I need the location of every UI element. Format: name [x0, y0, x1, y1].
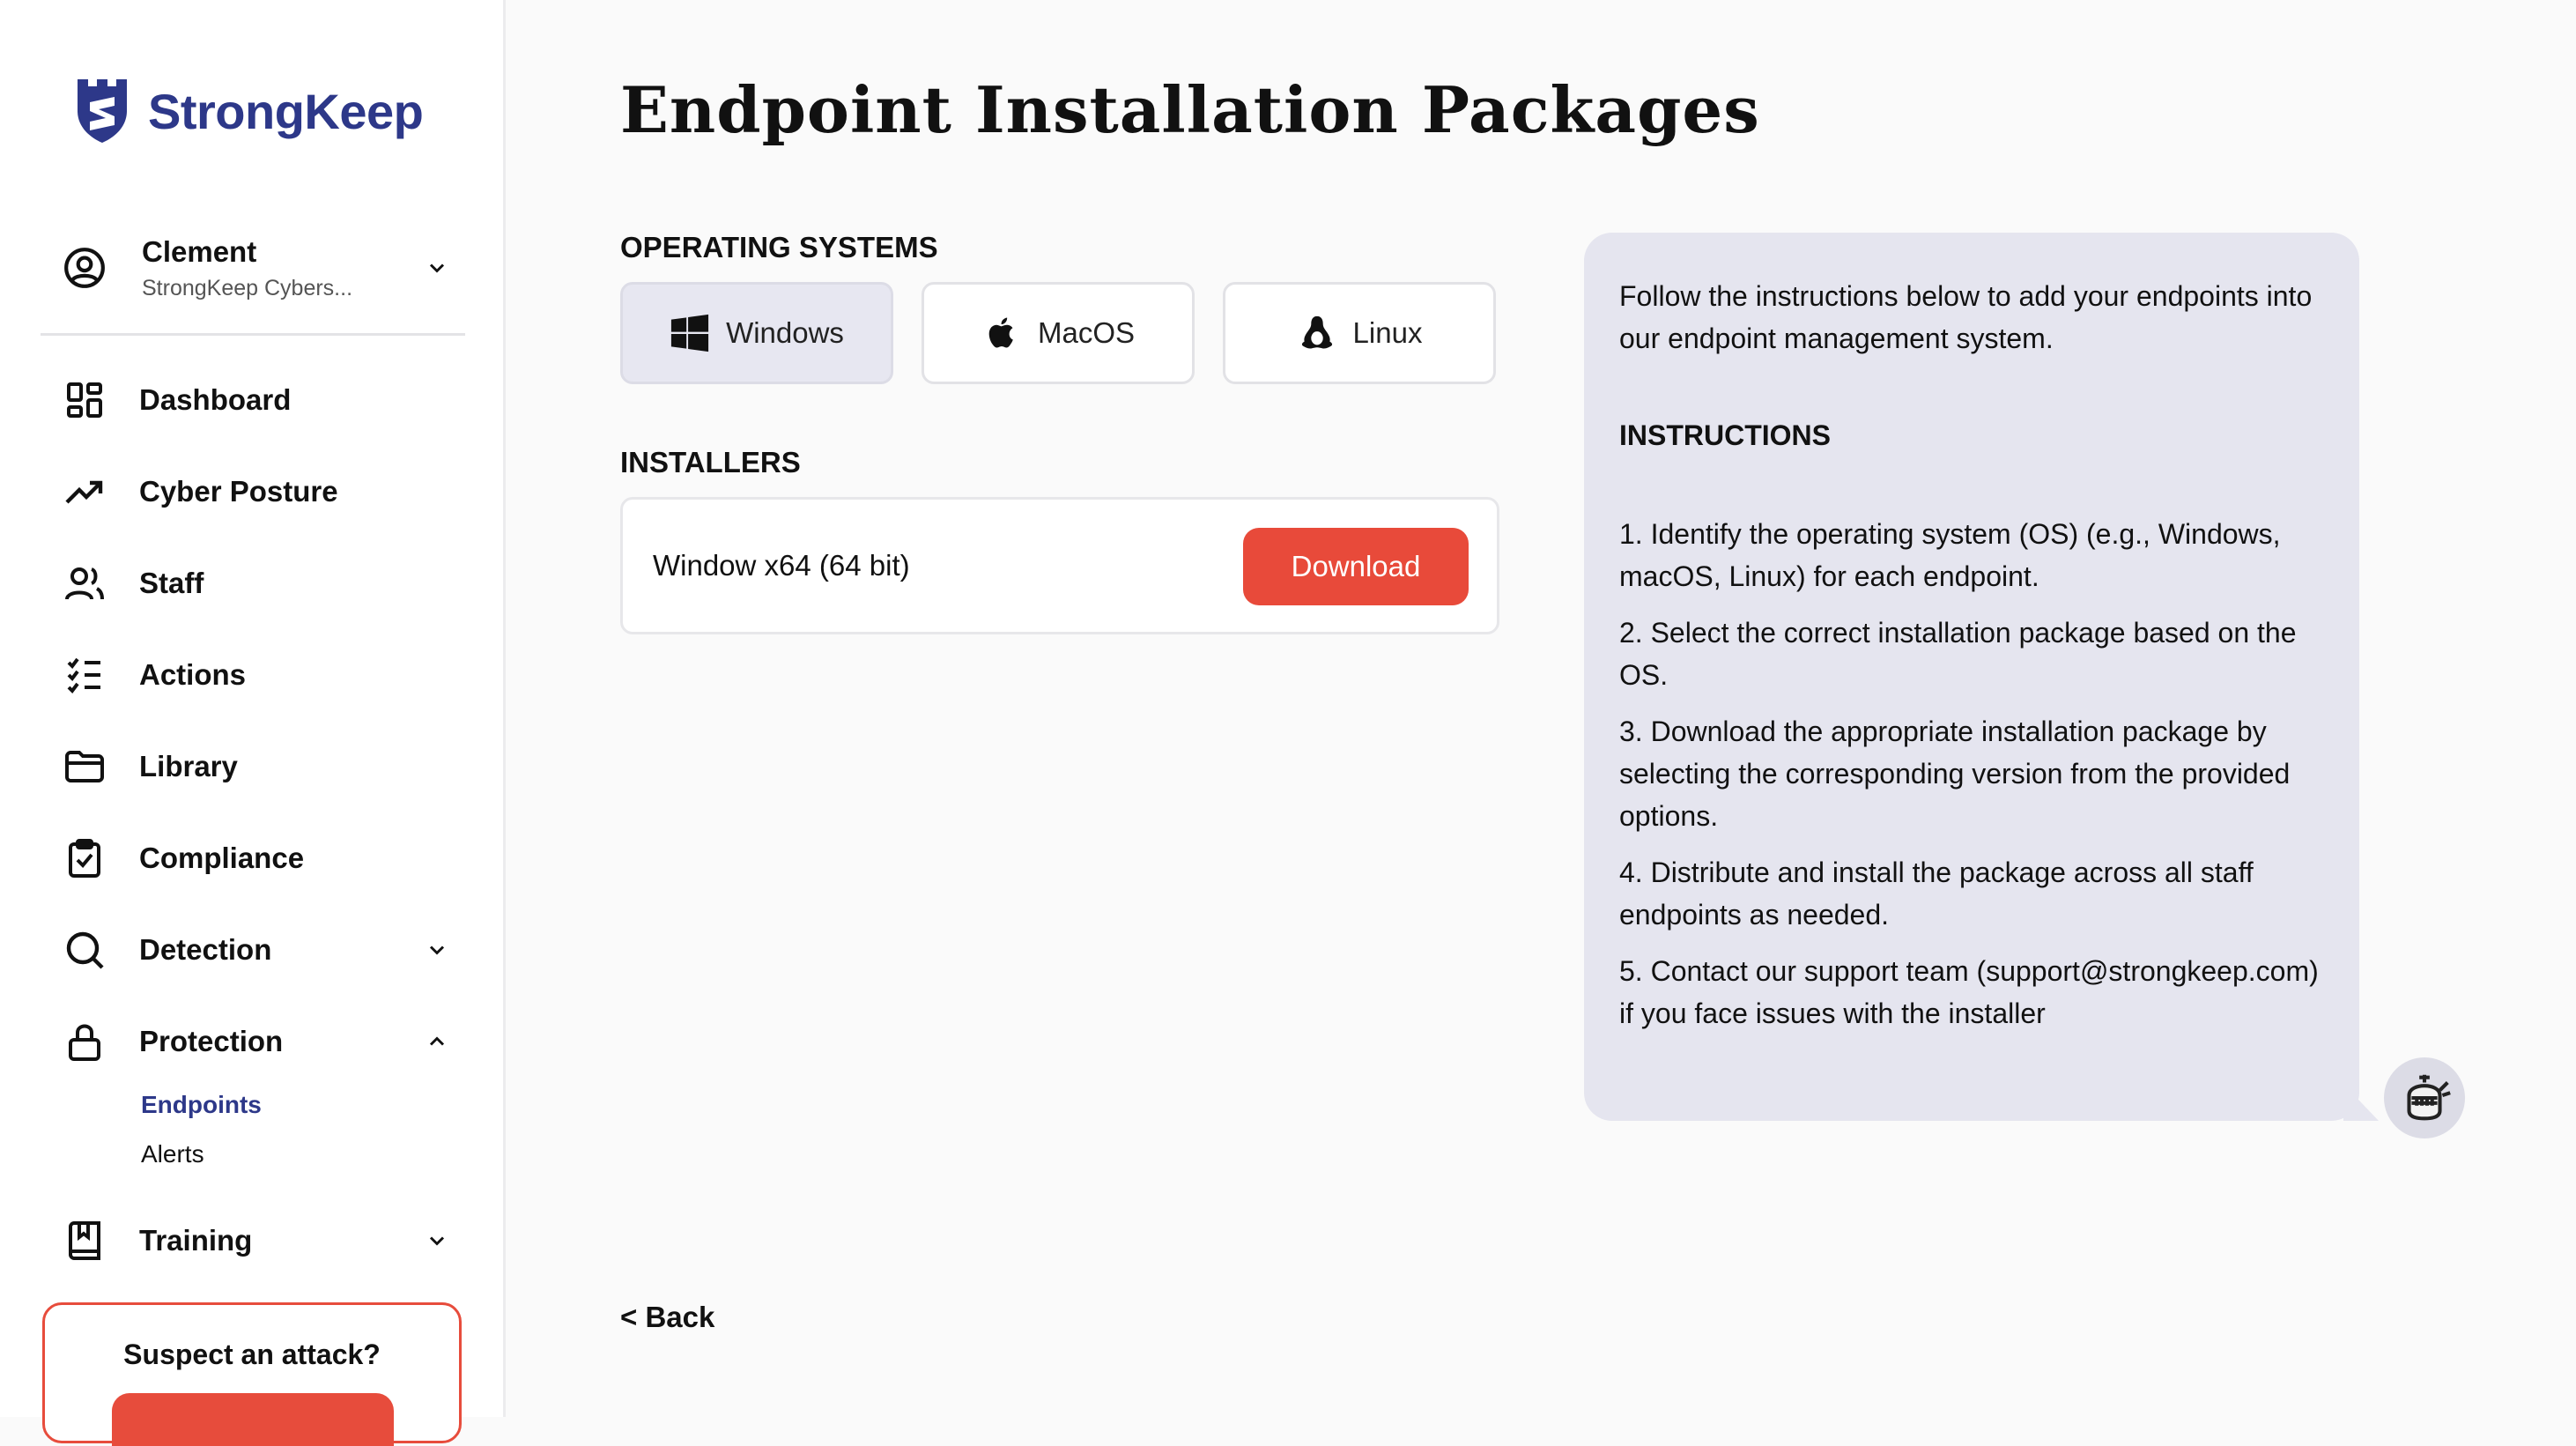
sidebar-item-cyber-posture[interactable]: [41, 446, 467, 538]
sidebar-item-detection[interactable]: [41, 904, 467, 996]
sidebar-item-dashboard[interactable]: [41, 354, 467, 446]
installer-row: [620, 497, 1499, 634]
search-icon: [63, 929, 106, 971]
sidebar-item-library[interactable]: [41, 721, 467, 812]
page-title: Endpoint Installation Packages: [620, 72, 1760, 147]
apple-icon: [981, 313, 1022, 353]
tab-windows[interactable]: [620, 282, 893, 384]
clipboard-check-icon: [63, 837, 106, 879]
folder-icon: [63, 745, 106, 788]
trending-up-icon: [63, 471, 106, 513]
back-link[interactable]: < Back: [620, 1301, 715, 1333]
sidebar-subitem-endpoints[interactable]: Endpoints: [141, 1091, 262, 1118]
windows-icon: [670, 313, 710, 353]
knight-mascot-icon: [2394, 1067, 2455, 1129]
suspect-attack-title: Suspect an attack?: [123, 1338, 381, 1370]
sidebar-item-label: Cyber Posture: [139, 475, 338, 508]
tab-label: MacOS: [1037, 316, 1136, 349]
sidebar-item-compliance[interactable]: [41, 812, 467, 904]
chevron-down-icon: [425, 1228, 449, 1253]
brand-logo[interactable]: [74, 74, 423, 148]
sidebar-subitem-alerts[interactable]: Alerts: [141, 1140, 204, 1168]
instruction-step: 3. Download the appropriate installation package by selecting the corresponding version from the provided options.: [1619, 716, 2291, 832]
installer-name: Window x64 (64 bit): [653, 549, 910, 582]
instruction-step: 5. Contact our support team (support@strongkeep.com) if you face issues with the installer: [1619, 955, 2319, 1029]
sidebar-item-label: Detection: [139, 933, 272, 966]
tab-label: Linux: [1352, 316, 1423, 349]
users-icon: [63, 562, 106, 604]
sidebar-item-label: Actions: [139, 658, 247, 691]
os-tabs: [620, 282, 1496, 384]
os-section-label: OPERATING SYSTEMS: [620, 231, 938, 263]
tab-linux[interactable]: [1223, 282, 1496, 384]
tab-label: Windows: [726, 316, 844, 349]
chevron-down-icon: [425, 938, 449, 962]
instruction-step: 2. Select the correct installation package based on the OS.: [1619, 617, 2297, 691]
sidebar-nav: [41, 354, 467, 1287]
checklist-icon: [63, 654, 106, 696]
download-button[interactable]: Download: [1243, 528, 1469, 605]
user-name: Clement: [142, 234, 257, 268]
installers-section-label: INSTALLERS: [620, 446, 801, 478]
dashboard-grid-icon: [63, 379, 106, 421]
instructions-heading: INSTRUCTIONS: [1619, 419, 1831, 451]
report-attack-button[interactable]: [112, 1393, 394, 1446]
instructions-bubble: [1584, 233, 2359, 1121]
lock-icon: [63, 1020, 106, 1063]
chevron-down-icon[interactable]: [425, 256, 449, 280]
tab-macos[interactable]: [922, 282, 1195, 384]
instruction-step: 1. Identify the operating system (OS) (e.g., Windows, macOS, Linux) for each endpoint.: [1619, 518, 2281, 592]
sidebar-item-label: Dashboard: [139, 383, 292, 416]
sidebar-item-actions[interactable]: [41, 629, 467, 721]
user-org: StrongKeep Cybers...: [142, 275, 353, 300]
sidebar-divider: [41, 333, 465, 336]
chevron-up-icon: [425, 1029, 449, 1054]
user-menu[interactable]: [41, 217, 467, 319]
sidebar-item-label: Compliance: [139, 842, 305, 874]
bubble-tail: [2343, 1084, 2379, 1121]
sidebar-item-label: Staff: [139, 567, 204, 599]
knight-mascot-avatar: [2384, 1057, 2465, 1138]
suspect-attack-card: [42, 1302, 462, 1443]
instructions-intro: Follow the instructions below to add your endpoints into our endpoint management system.: [1619, 280, 2313, 354]
sidebar-item-staff[interactable]: [41, 538, 467, 629]
book-icon: [63, 1220, 106, 1262]
sidebar-item-label: Training: [139, 1224, 253, 1257]
sidebar-item-label: Library: [139, 750, 238, 782]
sidebar: [0, 0, 506, 1417]
instruction-step: 4. Distribute and install the package across all staff endpoints as needed.: [1619, 856, 2254, 931]
sidebar-item-training[interactable]: [41, 1195, 467, 1287]
user-circle-icon: [63, 246, 107, 290]
protection-subnav: [41, 1080, 467, 1179]
shield-logo-icon: [74, 76, 130, 146]
sidebar-item-protection[interactable]: [41, 996, 467, 1087]
linux-icon: [1297, 313, 1337, 353]
brand-name: StrongKeep: [148, 83, 424, 139]
sidebar-item-label: Protection: [139, 1025, 284, 1057]
